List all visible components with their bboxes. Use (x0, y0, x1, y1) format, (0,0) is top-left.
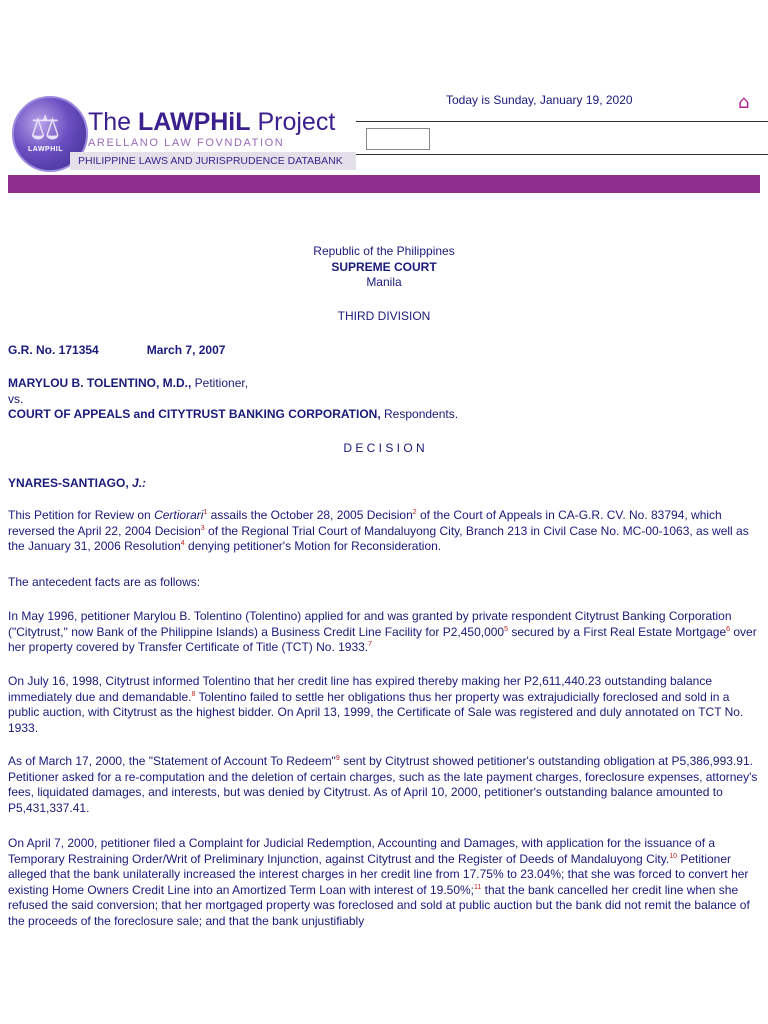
ponente (8, 476, 760, 492)
paragraph-1 (8, 508, 760, 555)
petitioner-name: MARYLOU B. TOLENTINO, M.D., (8, 376, 192, 390)
versus: vs. (8, 391, 24, 406)
site-title-bold: LAWPHiL (138, 108, 251, 136)
p1-text-a: This Petition for Review on (8, 508, 155, 522)
respondent-role: Respondents. (380, 407, 459, 421)
footnote-link-4[interactable]: 4 (180, 540, 185, 548)
footnote-link-11[interactable]: 11 (474, 883, 482, 891)
footnote-link-3[interactable]: 3 (200, 524, 205, 532)
footnote-link-8[interactable]: 8 (191, 690, 196, 698)
republic-line: Republic of the Philippines (313, 244, 455, 258)
databank-band (70, 152, 356, 170)
paragraph-4 (8, 674, 760, 736)
p6-text-a: On April 7, 2000, petitioner filed a Complaint for Judicial Redemption, Accounting and Damages, with application for the issuance of a Temporary Restraining Order/Writ of Preliminary Injunction, against Citytrust and the Register of Deeds of Mandaluyong City. (8, 836, 716, 866)
home-icon[interactable]: ⌂ (738, 92, 750, 113)
case-date: March 7, 2007 (146, 343, 226, 357)
parties-block (8, 376, 760, 423)
footnote-link-1[interactable]: 1 (203, 509, 208, 516)
scales-of-justice-icon: ⚖ (30, 108, 61, 148)
footnote-link-7[interactable]: 7 (368, 641, 373, 649)
respondent-name: COURT OF APPEALS and CITYTRUST BANKING CORPORATION, (8, 407, 381, 421)
case-number-line (8, 343, 760, 359)
logo-name: LAWPHIL (28, 146, 63, 153)
site-title (88, 108, 335, 137)
paragraph-3 (8, 609, 760, 656)
accent-bar (8, 175, 760, 193)
division-label: THIRD DIVISION (337, 309, 431, 323)
p3-text-b: secured by a First Real Estate Mortgage (508, 624, 727, 639)
site-subtitle: ARELLANO LAW FOVNDATION (88, 137, 285, 149)
p3-text-a: In May 1996, petitioner Marylou B. Tolentino (Tolentino) applied for and was granted by private respondent Citytrust Banking Corporation ("Citytrust," now Bank of the Philippine Islands) a Business Credit Line Facility for P2,450,000 (8, 609, 732, 639)
paragraph-5 (8, 754, 760, 816)
footnote-link-2[interactable]: 2 (412, 509, 417, 516)
p1-text-b: assails the October 28, 2005 Decision (207, 508, 413, 522)
p4-text-b: Tolentino failed to settle her obligations thus her property was extrajudicially foreclosed and sold in a public auction, with Citytrust as the highest bidder. On April 13, 1999, the Certificate of Sale was registered and duly annotated on TCT No. 1933. (8, 689, 744, 735)
paragraph-6 (8, 836, 760, 930)
petitioner-role: Petitioner, (191, 376, 249, 390)
footnote-link-9[interactable]: 9 (335, 755, 340, 762)
header-divider-lower (356, 154, 768, 155)
justice-name: YNARES-SANTIAGO, (8, 476, 129, 490)
search-input[interactable] (366, 128, 430, 150)
decision-title: D E C I S I O N (343, 441, 425, 455)
p5-text-b: sent by Citytrust showed petitioner's outstanding obligation at P5,386,993.91. Petitioner asked for a re-computation and the deletion of certain charges, such as the late payment charges, foreclosure expenses, attorney's fees, liquidated damages, and interests, but was denied by Citytrust. As of April 10, 2000, petitioner's outstanding balance amounted to P5,431,337.41. (8, 754, 758, 815)
databank-label: PHILIPPINE LAWS AND JURISPRUDENCE DATABANK (78, 155, 343, 167)
site-title-prefix: The (88, 108, 139, 136)
gr-number: G.R. No. 171354 (8, 343, 99, 357)
court-header (8, 244, 760, 291)
today-date: Today is Sunday, January 19, 2020 (446, 93, 633, 107)
p1-italic: Certiorari (154, 508, 204, 522)
court-city: Manila (366, 275, 402, 289)
footnote-link-10[interactable]: 10 (669, 852, 677, 860)
paragraph-2: The antecedent facts are as follows: (8, 575, 201, 589)
site-title-suffix: Project (250, 108, 336, 136)
site-header (8, 92, 760, 176)
footnote-link-5[interactable]: 5 (504, 625, 509, 633)
p1-text-d: of the Regional Trial Court of Mandaluyong City, Branch 213 in Civil Case No. MC-00-1063, as well as the January 31, 2006 Resolution (8, 523, 749, 554)
justice-suffix: J.: (128, 476, 147, 490)
footnote-link-6[interactable]: 6 (726, 625, 731, 633)
p5-text-a: As of March 17, 2000, the "Statement of Account To Redeem" (8, 754, 336, 768)
p6-text-c: that the bank cancelled her credit line when she refused the said conversion; that her mortgaged property was foreclosed and sold at public auction but the bank did not remit the balance of the proceeds of the foreclosure sale; and that the bank unjustifiably (8, 882, 750, 928)
p1-text-c: of the Court of Appeals in CA-G.R. CV. No. 83794, which reversed the April 22, 2004 Decision (8, 508, 722, 538)
p3-text-c: over her property covered by Transfer Certificate of Title (TCT) No. 1933. (8, 624, 757, 655)
header-divider (356, 121, 768, 122)
p4-text-a: On July 16, 1998, Citytrust informed Tolentino that her credit line has expired thereby making her P2,611,440.23 outstanding balance immediately due and demandable. (8, 674, 712, 704)
court-name: SUPREME COURT (331, 259, 437, 274)
p1-text-e: denying petitioner's Motion for Reconsideration. (184, 539, 442, 554)
p6-text-b: Petitioner alleged that the bank unilaterally increased the interest charges in her credit line from 17.75% to 23.04%; that she was forced to convert her existing Home Owners Credit Line into an Amortized Term Loan with interest of 19.50%; (8, 851, 749, 897)
